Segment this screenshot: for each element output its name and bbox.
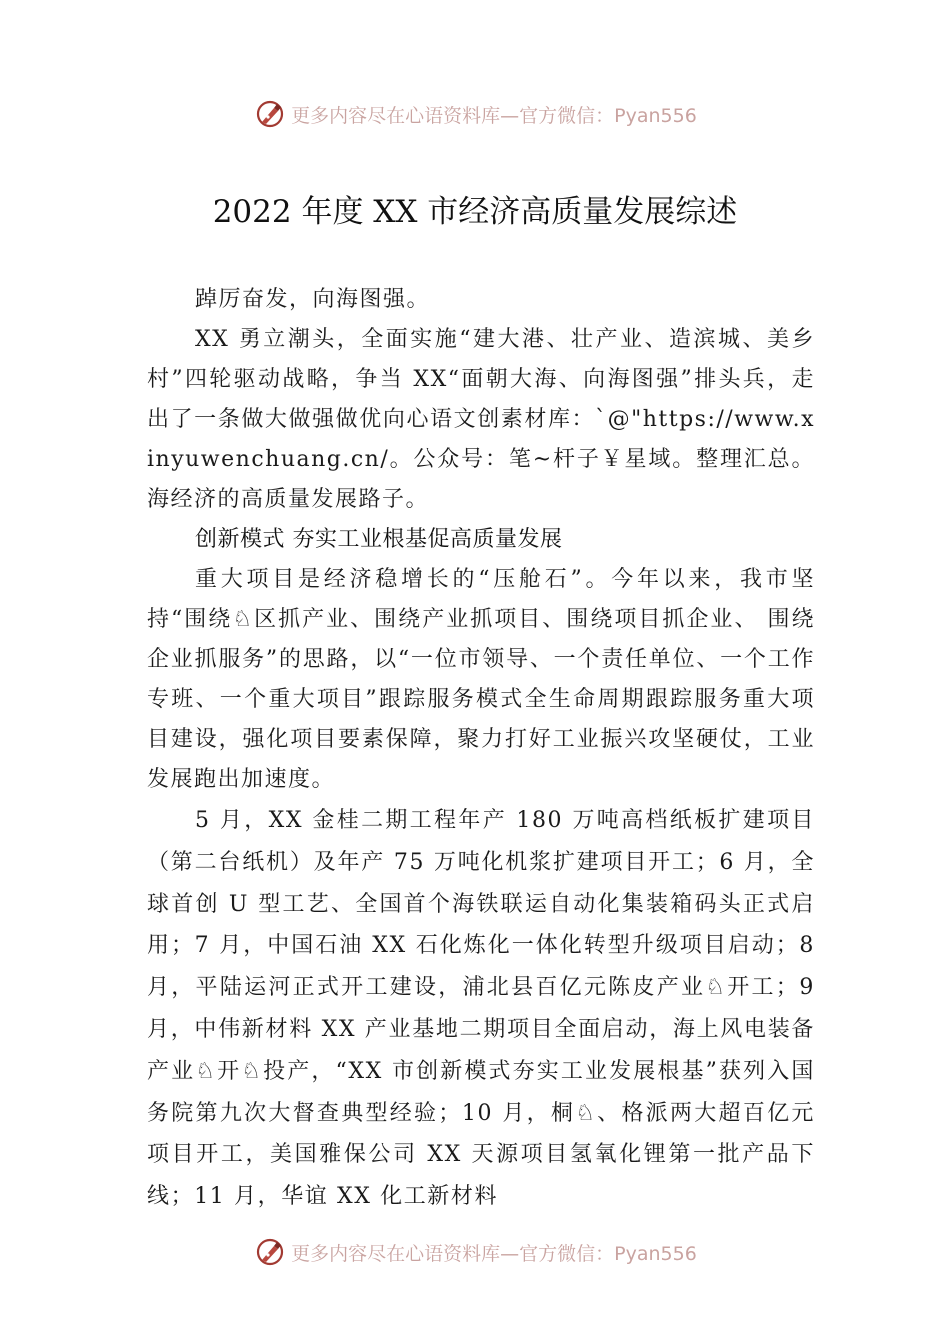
section-heading: 创新模式 夯实工业根基促高质量发展 <box>195 527 563 552</box>
paragraph: XX 勇立潮头，全面实施“建大港、壮产业、造滨城、美乡村”四轮驱动战略，争当 XX“面朝大海、向海图强”排头兵，走出了一条做大做强做优向心语文创素材库：`@"https://www.xinyuwenchuang.cn/。公众号：笔~杆子￥星域。整理汇总。海经济的高质量发展路子。 <box>147 327 815 512</box>
header-watermark <box>0 94 950 134</box>
document-body <box>147 280 815 1218</box>
pen-logo-icon <box>253 1235 287 1269</box>
footer-watermark <box>0 1232 950 1272</box>
document-title: 2022 年度 XX 市经济高质量发展综述 <box>212 194 738 230</box>
paragraph: 5 月，XX 金桂二期工程年产 180 万吨高档纸板扩建项目（第二台纸机）及年产 75 万吨化机浆扩建项目开工；6 月，全球首创 U 型工艺、全国首个海铁联运自动化集装箱码头正式启用；7 月，中国石油 XX 石化炼化一体化转型升级项目启动；8 月，平陆运河正式开工建设，浦北县百亿元陈皮产业♘开工；9 月，中伟新材料 XX 产业基地二期项目全面启动，海上风电装备产业♘开♘投产，“XX 市创新模式夯实工业发展根基”获列入国务院第九次大督查典型经验；10 月，桐♘、格派两大超百亿元项目开工，美国雅保公司 XX 天源项目氢氧化锂第一批产品下线；11 月，华谊 XX 化工新材料 <box>147 808 815 1210</box>
paragraph: 重大项目是经济稳增长的“压舱石”。今年以来，我市坚持“围绕♘区抓产业、围绕产业抓项目、围绕项目抓企业、 围绕企业抓服务”的思路，以“一位市领导、一个责任单位、一个工作专班、一个重大项目”跟踪服务模式全生命周期跟踪服务重大项目建设，强化项目要素保障，聚力打好工业振兴攻坚硬仗，工业发展跑出加速度。 <box>147 567 815 792</box>
pen-logo-icon <box>253 97 287 131</box>
watermark-text: 更多内容尽在心语资料库—官方微信：Pyan556 <box>291 104 697 127</box>
paragraph: 踔厉奋发，向海图强。 <box>195 287 431 312</box>
watermark-text: 更多内容尽在心语资料库—官方微信：Pyan556 <box>291 1242 697 1265</box>
